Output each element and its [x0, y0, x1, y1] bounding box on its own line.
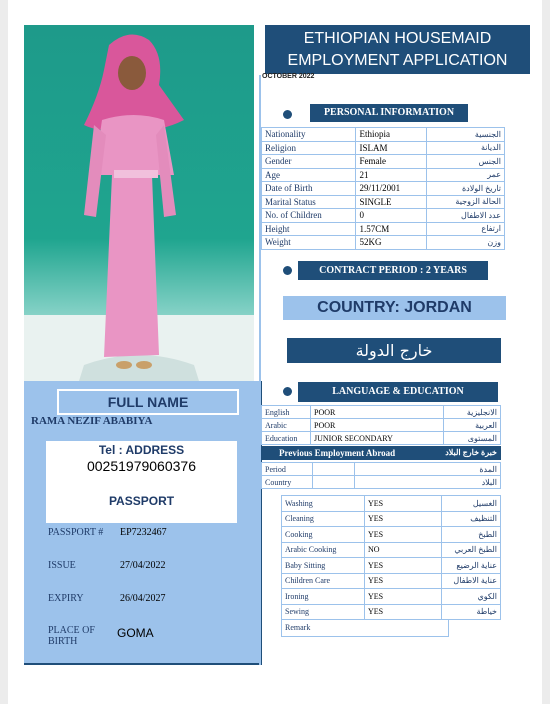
issue-value: 27/04/2022	[120, 560, 166, 571]
tel-value: 00251979060376	[86, 458, 196, 474]
issue-label: ISSUE	[48, 560, 76, 571]
table-row: Education JUNIOR SECONDARY المستوى	[262, 432, 501, 445]
table-row: Nationality Ethiopia الجنسية	[262, 128, 505, 142]
title-line-1: ETHIOPIAN HOUSEMAID	[303, 30, 492, 47]
bullet-icon	[283, 387, 292, 396]
form-date: OCTOBER 2022	[262, 73, 315, 80]
remark-field: Remark	[281, 619, 449, 637]
table-row: Marital Status SINGLE الحالة الزوجية	[262, 195, 505, 209]
table-row: Date of Birth 29/11/2001 تاريخ الولادة	[262, 182, 505, 196]
country-banner: COUNTRY: JORDAN	[283, 296, 506, 320]
table-row: Country البلاد	[262, 476, 501, 489]
table-row: Weight 52KG وزن	[262, 236, 505, 250]
table-row: Cleaning YES التنظيف	[282, 511, 501, 527]
table-row: No. of Children 0 عدد الاطفال	[262, 209, 505, 223]
contract-value: 2 YEARS	[425, 265, 467, 276]
personal-info-header: PERSONAL INFORMATION	[310, 104, 468, 122]
table-row: Gender Female الجنس	[262, 155, 505, 169]
birthplace-value: GOMA	[117, 626, 154, 640]
form-title	[265, 25, 530, 74]
applicant-photo-icon	[24, 25, 254, 381]
expiry-label: EXPIRY	[48, 593, 84, 604]
table-row: Arabic POOR العربية	[262, 419, 501, 432]
full-name-value: RAMA NEZIF ABABIYA	[31, 415, 153, 427]
skills-table	[281, 495, 501, 620]
table-row: Religion ISLAM الديانة	[262, 141, 505, 155]
table-row: Sewing YES خياطة	[282, 604, 501, 620]
previous-employment-table	[261, 462, 501, 489]
table-row: Period المدة	[262, 463, 501, 476]
expiry-value: 26/04/2027	[120, 593, 166, 604]
language-education-header: LANGUAGE & EDUCATION	[298, 382, 498, 402]
table-row: Ironing YES الكوي	[282, 589, 501, 605]
personal-info-table	[261, 127, 505, 250]
previous-employment-label-ar: خبرة خارج البلاد	[445, 448, 497, 457]
table-row: Children Care YES عناية الاطفال	[282, 573, 501, 589]
previous-employment-header	[261, 446, 501, 460]
applicant-photo	[24, 25, 254, 381]
contract-label: CONTRACT PERIOD :	[319, 265, 424, 276]
table-row: Height 1.57CM ارتفاع	[262, 222, 505, 236]
full-name-label: FULL NAME	[57, 389, 239, 415]
table-row: English POOR الانجليزية	[262, 406, 501, 419]
language-table	[261, 405, 501, 445]
table-row: Washing YES الغسيل	[282, 496, 501, 512]
bullet-icon	[283, 266, 292, 275]
country-arabic-banner: خارج الدولة	[287, 338, 501, 363]
table-row: Baby Sitting YES عناية الرضيع	[282, 558, 501, 574]
table-row: Age 21 عمر	[262, 168, 505, 182]
table-row: Arabic Cooking NO الطبخ العربي	[282, 542, 501, 558]
tel-label: Tel : ADDRESS	[98, 443, 185, 457]
previous-employment-label: Previous Employment Abroad	[279, 448, 396, 458]
bullet-icon	[283, 110, 292, 119]
birthplace-label: PLACE OF BIRTH	[48, 625, 95, 647]
contract-period	[298, 261, 488, 280]
passport-label: PASSPORT	[108, 494, 175, 508]
table-row: Cooking YES الطبخ	[282, 527, 501, 543]
passport-number-label: PASSPORT #	[48, 527, 104, 538]
title-line-2: EMPLOYMENT APPLICATION	[287, 52, 508, 69]
passport-number-value: EP7232467	[120, 527, 167, 538]
